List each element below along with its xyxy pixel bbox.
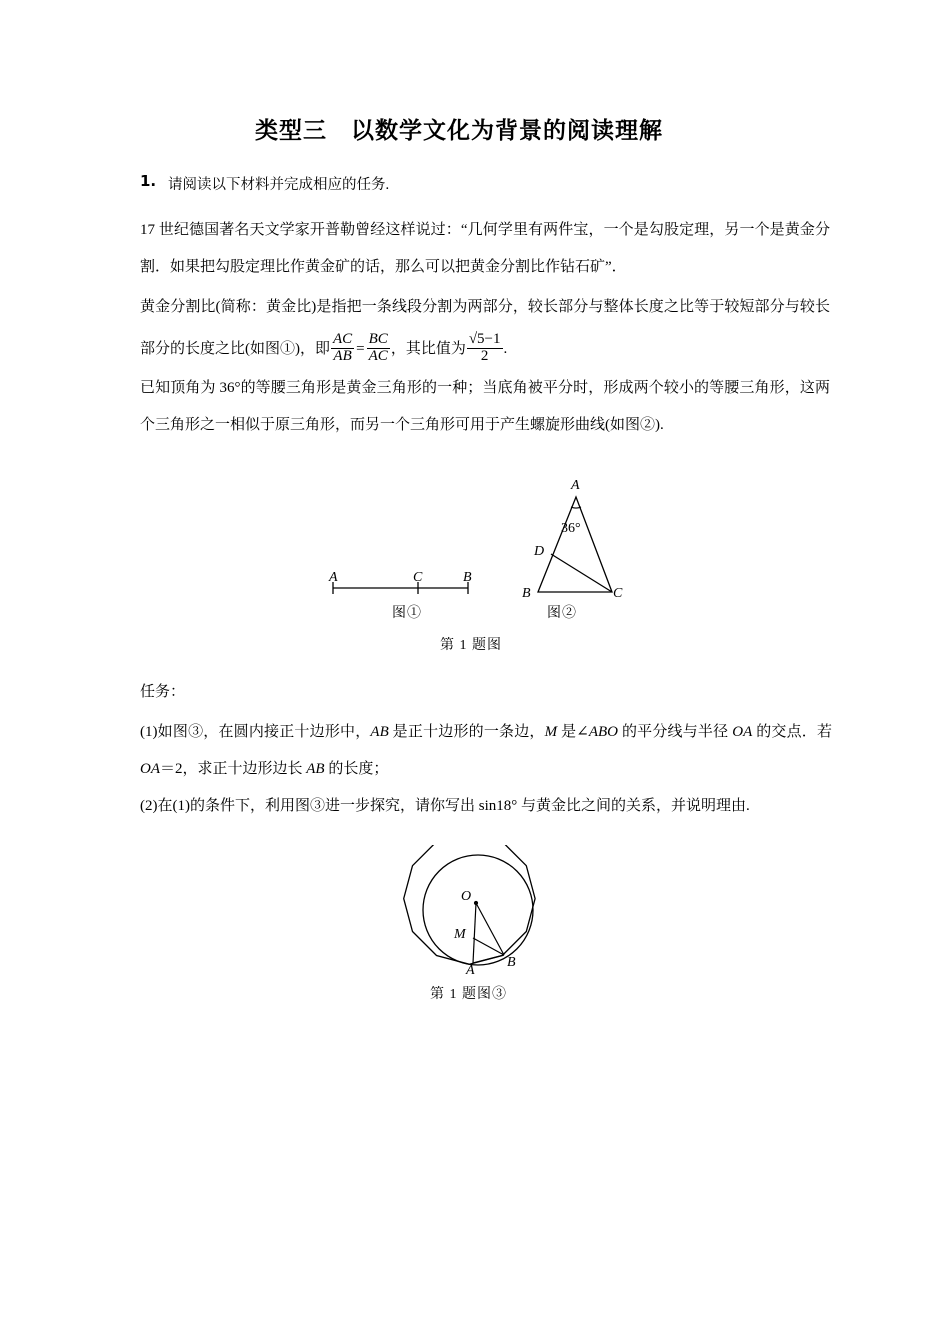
fraction-denominator: AB <box>333 348 352 365</box>
fraction-golden-ratio <box>467 332 503 365</box>
task1-math-ab-2: AB <box>306 761 325 777</box>
equals-sign: = <box>356 341 365 357</box>
fig3-label-A: A <box>466 963 475 978</box>
task1-math-m: M <box>544 724 558 740</box>
fraction-denominator: 2 <box>480 348 489 365</box>
task1-part7: 的长度； <box>324 761 389 777</box>
fig3-label-B: B <box>507 955 516 970</box>
figure-3-svg <box>0 845 950 995</box>
task1-math-oa-2: OA <box>140 761 160 777</box>
material-paragraph-2 <box>140 286 830 370</box>
figure-2-triangle <box>538 497 612 592</box>
task1-part6: ＝2，求正十边形边长 <box>160 761 307 777</box>
segment-OA <box>473 903 476 963</box>
fraction-denominator: AC <box>368 348 388 365</box>
fraction-numerator: AC <box>333 331 353 348</box>
task1-part3: 是∠ <box>557 724 589 740</box>
task1-part4: 的平分线与半径 <box>618 724 733 740</box>
fraction-ac-ab <box>331 332 354 365</box>
circumscribed-circle <box>423 855 533 965</box>
page-title: 类型三 以数学文化为背景的阅读理解 <box>255 118 663 144</box>
fig2-angle-label: 36° <box>561 521 581 536</box>
problem-number: 1. <box>140 172 157 190</box>
task1-part1: (1)如图③，在圆内接正十边形中， <box>140 724 371 740</box>
task1-part2: 是正十边形的一条边， <box>388 724 545 740</box>
fig2-label-D: D <box>534 544 545 559</box>
para2-text-after: . <box>503 341 508 357</box>
para2-text-before: 黄金分割比(简称：黄金比)是指把一条线段分割为两部分，较长部分与整体长度之比等于较短部分与较长部分的长度之比(如图①)，即 <box>140 299 830 357</box>
fig2-caption: 图② <box>547 606 577 621</box>
fig2-label-B: B <box>522 586 531 601</box>
fig3-label-M: M <box>454 927 466 942</box>
task1-math-abo: ABO <box>588 724 619 740</box>
para2-text-middle: ，其比值为 <box>390 341 466 357</box>
fraction-numerator: √5−1 <box>468 331 501 348</box>
segment-AB <box>473 955 504 963</box>
tasks-label: 任务： <box>140 684 186 700</box>
material-paragraph-3: 已知顶角为 36°的等腰三角形是黄金三角形的一种；当底角被平分时，形成两个较小的等腰三角形，这两个三角形之一相似于原三角形，而另一个三角形可用于产生螺旋形曲线(如图②). <box>140 380 830 433</box>
fig1-caption: 图① <box>392 606 422 621</box>
task1-math-oa-1: OA <box>732 724 753 740</box>
fig1-label-C: C <box>413 570 423 585</box>
task1-part5: 的交点．若 <box>752 724 832 740</box>
figure-3-container <box>0 845 950 995</box>
figure-main-caption: 第 1 题图 <box>440 638 502 653</box>
fraction-bc-ac <box>367 332 390 365</box>
figure-1-segment <box>333 582 468 594</box>
fig3-caption: 第 1 题图③ <box>430 987 507 1002</box>
material-paragraph-1: 17 世纪德国著名天文学家开普勒曾经这样说过：“几何学里有两件宝，一个是勾股定理，另一个是黄金分割．如果把勾股定理比作黄金矿的话，那么可以把黄金分割比作钻石矿”． <box>140 222 830 275</box>
problem-lead-text: 请阅读以下材料并完成相应的任务. <box>168 177 390 193</box>
fig2-label-A: A <box>571 478 580 493</box>
task2-part2: 与黄金比之间的关系，并说明理由. <box>517 798 750 814</box>
fraction-numerator: BC <box>368 331 388 348</box>
task2-part1: (2)在(1)的条件下，利用图③进一步探究，请你写出 sin18° <box>140 798 518 814</box>
task-2 <box>140 788 832 825</box>
fig1-label-A: A <box>329 570 338 585</box>
point-O-dot <box>474 901 478 905</box>
fig2-label-C: C <box>613 586 623 601</box>
task-1 <box>140 714 832 788</box>
fig1-label-B: B <box>463 570 472 585</box>
task1-math-ab-1: AB <box>370 724 389 740</box>
fig3-label-O: O <box>461 889 472 904</box>
